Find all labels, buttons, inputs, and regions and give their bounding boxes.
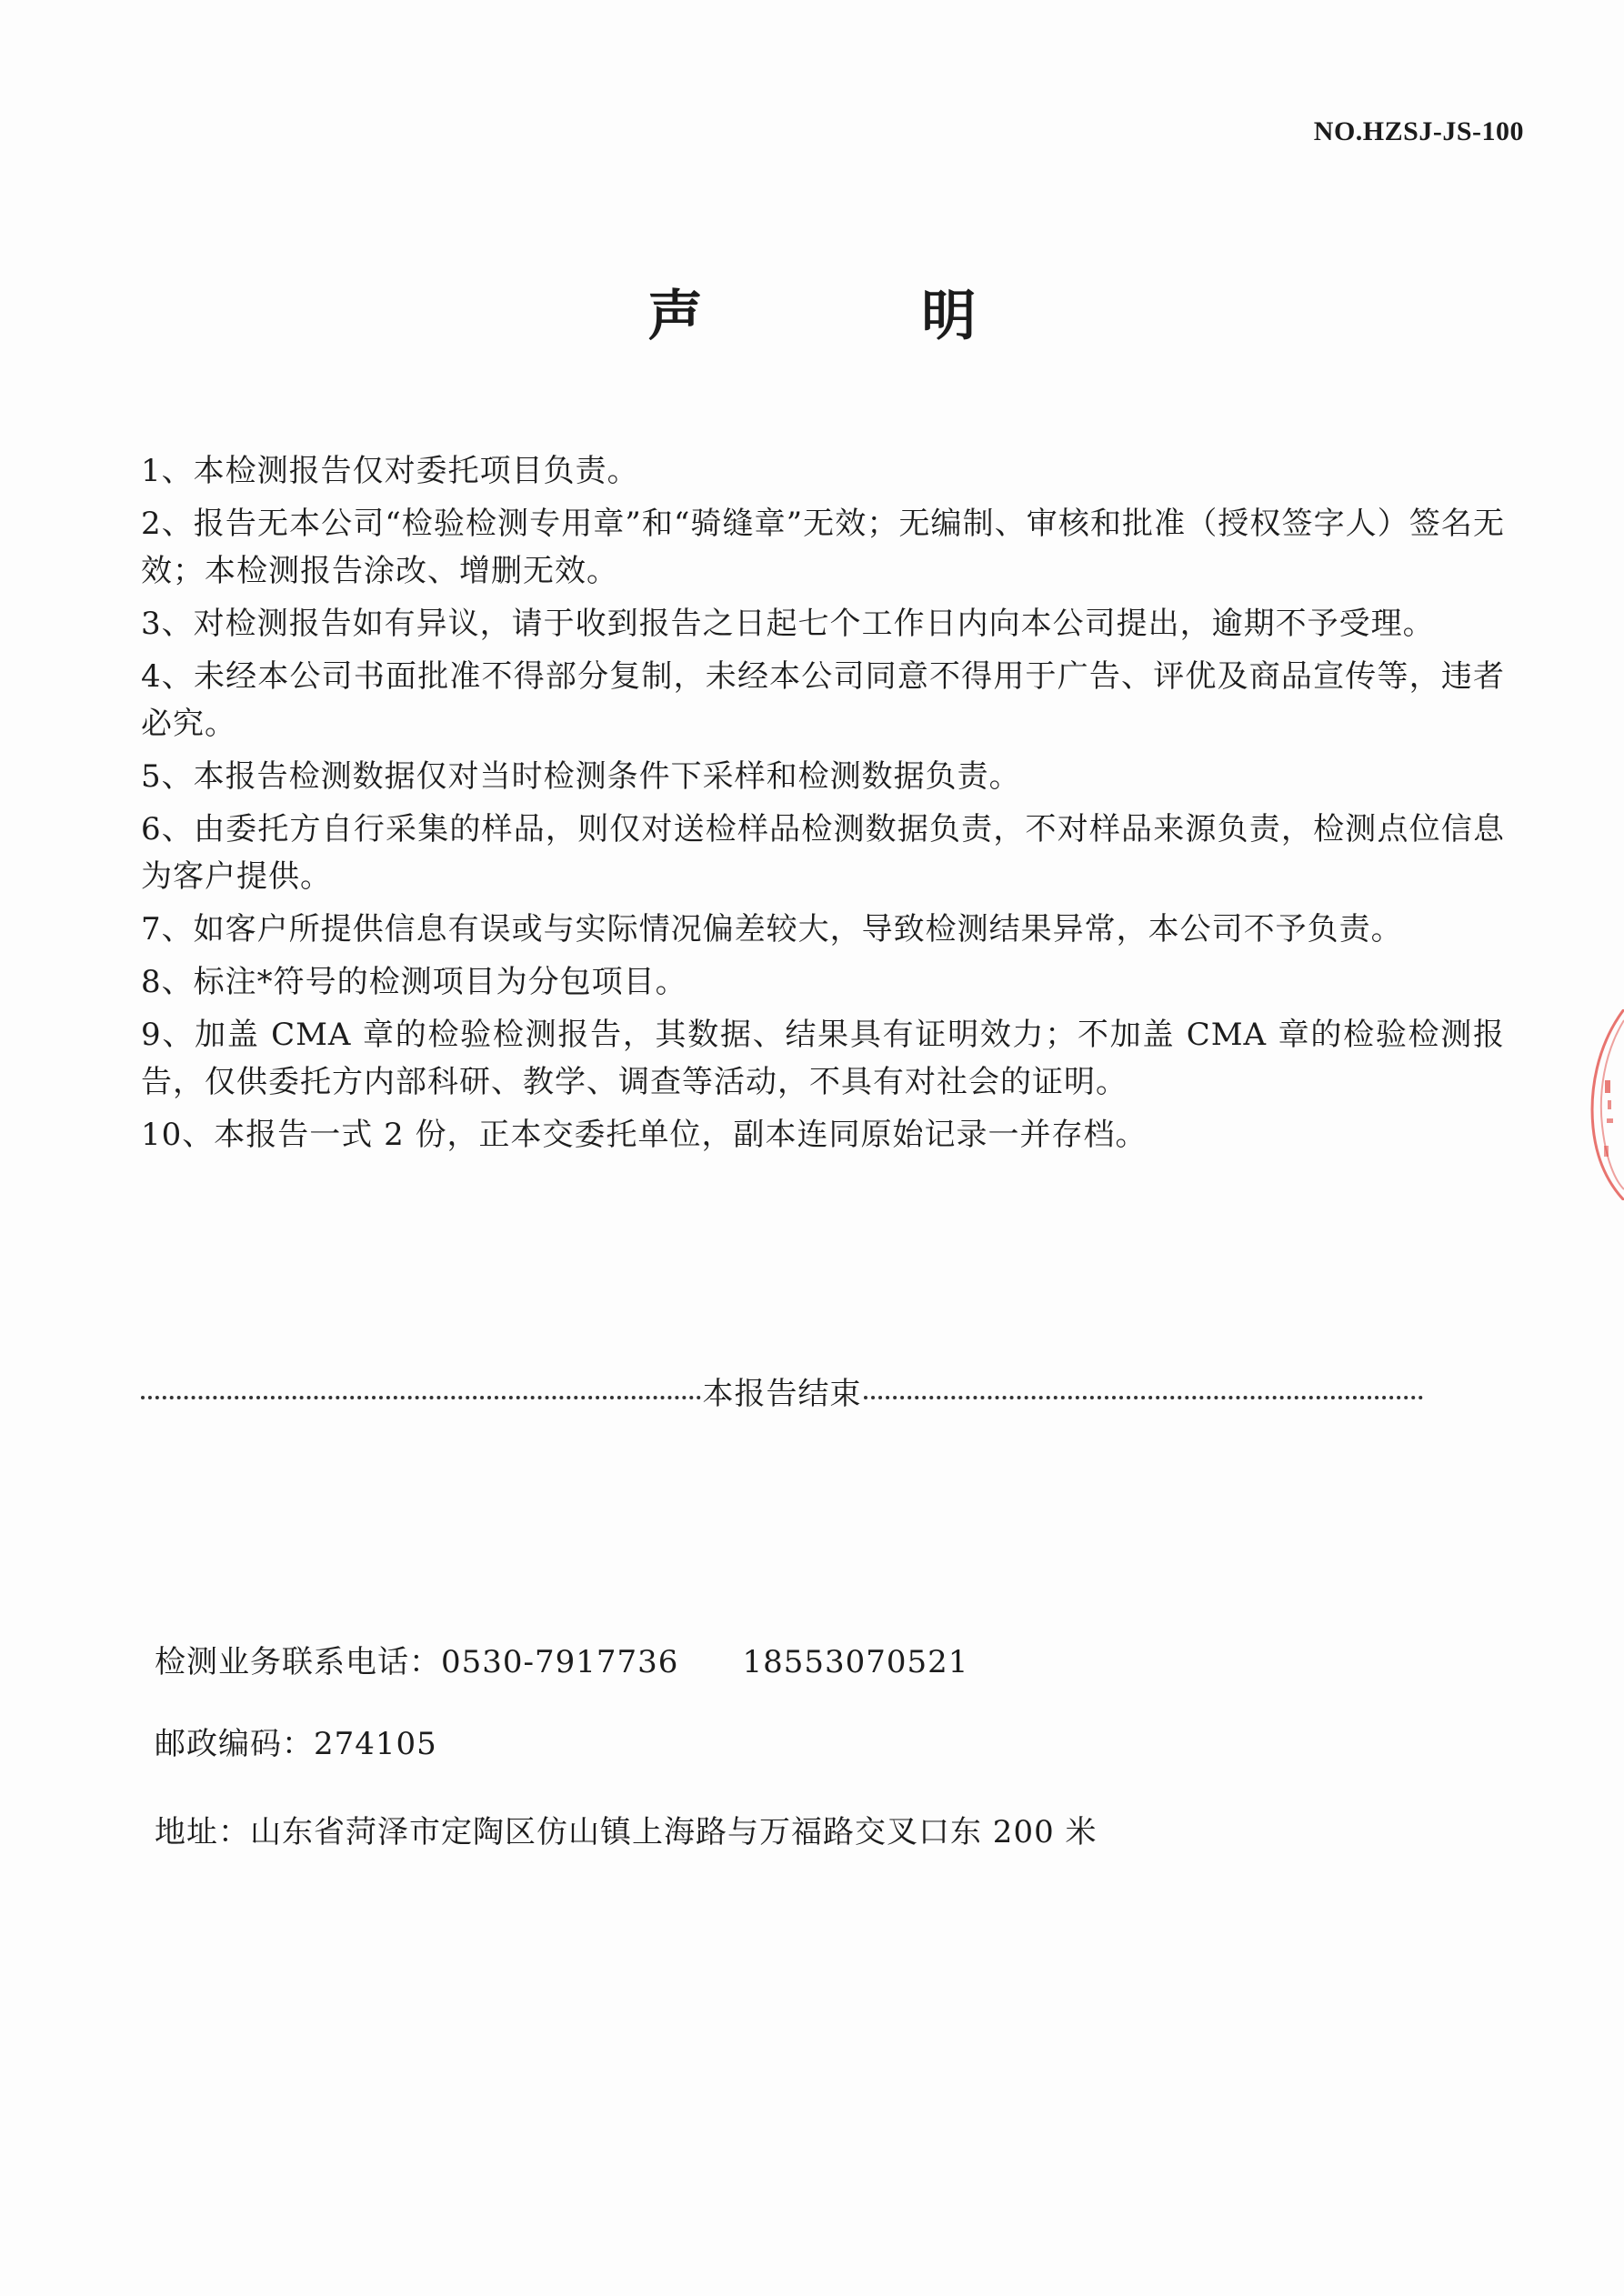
clause-3: 3、对检测报告如有异议，请于收到报告之日起七个工作日内向本公司提出，逾期不予受理。 [141, 606, 1435, 642]
dotted-leader-right [864, 1396, 1424, 1399]
clause-2: 2、报告无本公司“检验检测专用章”和“骑缝章”无效；无编制、审核和批准（授权签字人）签名无效；本检测报告涂改、增删无效。 [141, 506, 1505, 589]
document-number: NO.HZSJ-JS-100 [1313, 116, 1524, 146]
address-label: 地址： [155, 1814, 250, 1850]
phone-number-1: 0530-7917736 [441, 1644, 679, 1680]
contact-address-line [155, 1807, 1098, 1851]
dotted-leader-left [141, 1396, 701, 1399]
contact-postal-line [155, 1719, 437, 1763]
address-text: 山东省菏泽市定陶区仿山镇上海路与万福路交叉口东 200 米 [250, 1814, 1098, 1850]
report-end-text: 本报告结束 [702, 1376, 862, 1412]
postal-label: 邮政编码： [155, 1726, 314, 1762]
clause-4: 4、未经本公司书面批准不得部分复制，未经本公司同意不得用于广告、评优及商品宣传等，违者必究。 [141, 658, 1505, 742]
clause-5: 5、本报告检测数据仅对当时检测条件下采样和检测数据负责。 [141, 758, 1021, 795]
report-end-line [141, 1369, 1423, 1413]
seal-stamp-edge [1580, 1009, 1624, 1200]
clause-6: 6、由委托方自行采集的样品，则仅对送检样品检测数据负责，不对样品来源负责，检测点位信息为客户提供。 [141, 811, 1505, 895]
clause-1: 1、本检测报告仅对委托项目负责。 [141, 453, 639, 489]
postal-code: 274105 [314, 1726, 437, 1762]
clause-8: 8、标注*符号的检测项目为分包项目。 [141, 964, 687, 1000]
statement-clauses [141, 447, 1505, 1164]
clause-10: 10、本报告一式 2 份，正本交委托单位，副本连同原始记录一并存档。 [141, 1117, 1148, 1153]
phone-number-2: 18553070521 [742, 1644, 969, 1680]
page-title: 声 明 [647, 285, 1077, 348]
phone-label: 检测业务联系电话： [155, 1644, 441, 1680]
clause-9: 9、加盖 CMA 章的检验检测报告，其数据、结果具有证明效力；不加盖 CMA 章的检验检测报告，仅供委托方内部科研、教学、调查等活动，不具有对社会的证明。 [141, 1017, 1505, 1100]
contact-phone-line [155, 1637, 968, 1681]
clause-7: 7、如客户所提供信息有误或与实际情况偏差较大，导致检测结果异常，本公司不予负责。 [141, 911, 1403, 947]
